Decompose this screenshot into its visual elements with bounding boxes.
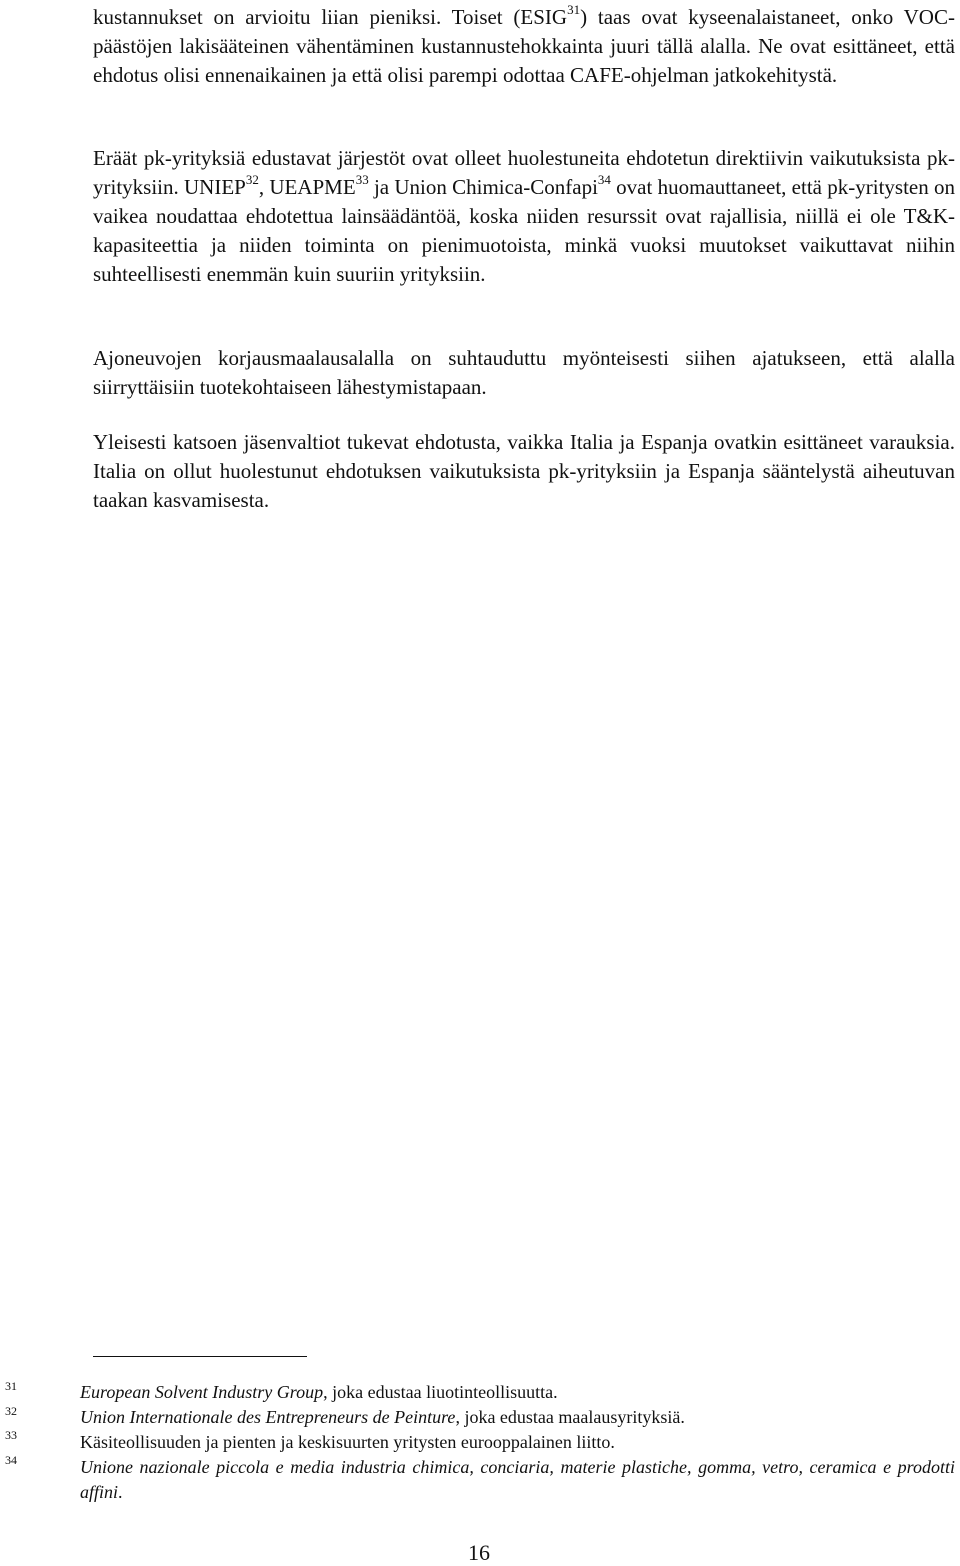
footnotes <box>80 1380 955 1505</box>
footnote-34: Unione nazionale piccola e media industria chimica, conciaria, materie plastiche, gomma, vetro, ceramica e prodotti affini. <box>80 1457 955 1502</box>
footnote-number: 33 <box>5 1428 17 1442</box>
footnote-33: Käsiteollisuuden ja pienten ja keskisuurten yritysten eurooppalainen liitto. <box>80 1432 615 1452</box>
footnote-number: 32 <box>5 1404 17 1418</box>
footnote-ref-33[interactable]: 33 <box>355 172 369 187</box>
footnote-ref-32[interactable]: 32 <box>245 172 259 187</box>
paragraph-4: Yleisesti katsoen jäsenvaltiot tukevat ehdotusta, vaikka Italia ja Espanja ovatkin esittäneet varauksia. Italia on ollut huolestunut ehdotuksen vaikutuksista pk-yrityksiin ja Espanja sääntelystä aiheutuvan taakan kasvamisesta. <box>93 430 955 512</box>
footnote-number: 34 <box>5 1453 17 1467</box>
paragraph-2: Eräät pk-yrityksiä edustavat järjestöt ovat olleet huolestuneita ehdotetun direktiivin vaikutuksista pk-yrityksiin. UNIEP$^{32}$, UEAPME$^{33}$ ja Union Chimica-Confapi$^{34}$ ovat huomauttaneet, että pk-yritysten on vaikea noudattaa ehdotettua lainsäädäntöä, koska niiden resurssit ovat rajallisia, niillä ei ole T&K-kapasiteettia ja niiden toiminta on pienimuotoista, minkä vuoksi muutokset vaikuttavat niihin suhteellisesti enemmän kuin suuriin yrityksiin. <box>93 146 955 286</box>
footnote-31: European Solvent Industry Group, joka edustaa liuotinteollisuutta. <box>80 1382 558 1402</box>
paragraph-3: Ajoneuvojen korjausmaalausalalla on suhtauduttu myönteisesti siihen ajatukseen, että alalla siirryttäisiin tuotekohtaiseen lähestymistapaan. <box>93 346 955 399</box>
footnote-ref-34[interactable]: 34 <box>597 172 611 187</box>
footnote-number: 31 <box>5 1379 17 1393</box>
page-number: 16 <box>468 1540 490 1565</box>
footnote-ref-31[interactable]: 31 <box>567 2 581 17</box>
footnote-separator <box>93 1356 307 1357</box>
footnote-32: Union Internationale des Entrepreneurs de Peinture, joka edustaa maalausyrityksiä. <box>80 1407 685 1427</box>
paragraph-1: kustannukset on arvioitu liian pieniksi. Toiset (ESIG$^{31}$) taas ovat kyseenalaistaneet, onko VOC-päästöjen lakisääteinen vähentäminen kustannustehokkainta juuri tällä alalla. Ne ovat esittäneet, että ehdotus olisi ennenaikainen ja että olisi parempi odottaa CAFE-ohjelman jatkokehitystä. <box>93 2 955 87</box>
